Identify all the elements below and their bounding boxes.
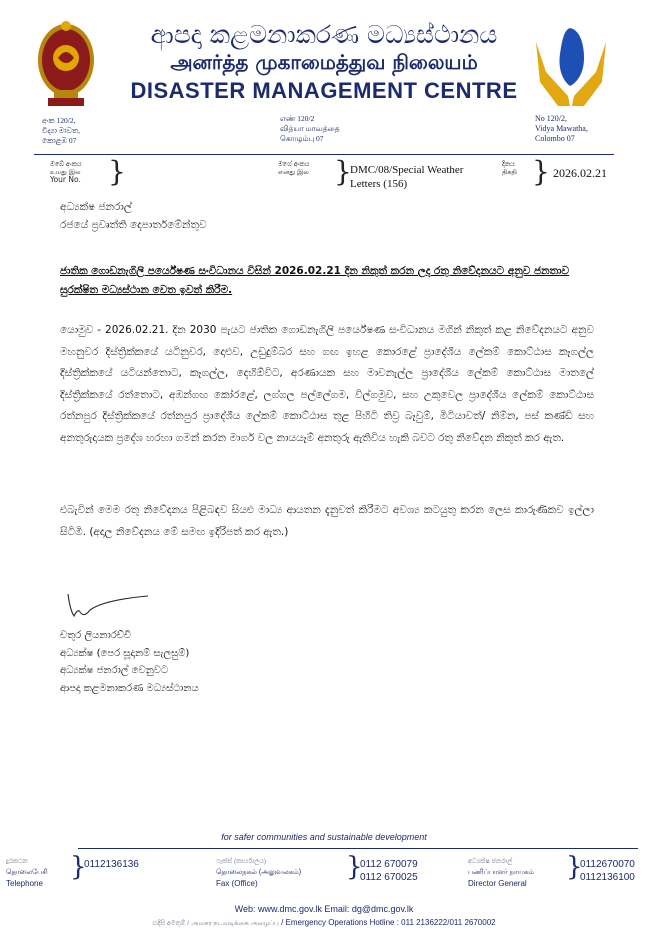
date-label — [502, 160, 517, 176]
my-no-label — [278, 160, 309, 176]
dmc-hands-logo — [530, 22, 612, 108]
address-line: අංක 120/2, — [42, 116, 76, 125]
address-line: Colombo 07 — [535, 134, 575, 143]
hotline-ta: அவசர நடவடிக்கை அழைப்பு — [191, 920, 279, 927]
label-line: தொலைநகல் (அலுவலகம்) — [216, 869, 302, 876]
signer-title: අධ්‍යක්ෂ ජනරාල් වෙනුවට — [60, 665, 169, 676]
label-line: Telephone — [6, 879, 43, 888]
label-line: பணிப்பாளர் நாயகம் — [468, 869, 534, 876]
label-line: Fax (Office) — [216, 879, 258, 888]
paragraph-2: එබැවින් මෙම රතු නිවේදනය පිළිබඳව සියළු මාධ්‍ය ආයතන දැනුවත් කිරීමට අවශ්‍ය කටයුතු කරන ලෙස කාරුණිකව ඉල්ලා සිටිමි. (අදාල නිවේදනය මේ සමඟ ඉදිරිපත් කර ඇත.) — [60, 504, 594, 538]
fax-values — [360, 858, 418, 884]
label-line: මගේ අංකය — [278, 160, 310, 168]
fax-label — [216, 856, 301, 889]
title-english: DISASTER MANAGEMENT CENTRE — [130, 78, 518, 103]
dg-number: 0112136100 — [580, 872, 635, 883]
signer-block — [60, 627, 199, 697]
telephone-label — [6, 856, 48, 889]
label-line: Your No. — [50, 175, 81, 184]
date-brace: } — [532, 155, 550, 188]
fax-brace: } — [346, 852, 363, 882]
label-line: தொலைபேசி — [6, 869, 48, 876]
hotline-si: හදිසි අමතුම් / — [152, 920, 190, 927]
address-line: කොළඹ 07 — [42, 136, 77, 145]
paragraph-1: යොමුව - 2026.02.21. දින 2030 පැයට ජාතික ගොඩනැගිලි පර්යේෂණ සංවිධානය මගින් නිකුත් කළ නිවේදනයට අනුව මහනුවර දිස්ත්‍රික්කයේ යටිනුවර, දොළුව, උඩුදුම්බර සහ ගඟ ඉහළ කොරළේ ප්‍රාදේශීය ලේකම් කොට්ඨාස කෑගල්ල දිස්ත්‍රික්කයේ යටියන්තොට, කෑගල්ල, දෙහිඕවිට, අරණායක සහ මාවනැල්ල ප්‍රාදේශීය ලේකම් කොට්ඨාස මාතලේ දිස්ත්‍රික්කයේ රත්තොට, අඹන්ගඟ කෝරළේ, ලග්ගල පල්ලේගම, විල්ගමුව, සහ උකුවෙල ප්‍රාදේශීය ලේකම් කොට්ඨාස රත්නපුර දිස්ත්‍රික්කයේ රත්නපුර ප්‍රාදේශීය ලේකම් කොට්ඨාස තුළ පිහිටි තිව්‍ර බෑවුම්, මිටියාවත්/ නිම්න, පස් කණ්ඩි සහ අනතුරුදායක ප්‍රදේශ හරහා ගමන් කරන මාර්ග වල නායයෑම් අනතුරු ඇතිවිය හැකි බවට රතු නිවේදන නිකුත් කර ඇත. — [60, 324, 594, 444]
label-line: உமது இல — [50, 168, 81, 176]
label-line: ෆැක්ස් (කාර්යාලය) — [216, 858, 267, 865]
letter-subject: ජාතික ගොඩනැගිලි පර්යේෂණ සංවිධානය විසින් 2026.02.21 දින නිකුත් කරන ලද රතු නිවේදනයට අනුව ජනතාව සුරක්ෂිත මධ්‍යස්ථාන වෙත ඉවත් කිරීම. — [60, 265, 570, 296]
label-line: දුරකථන — [6, 858, 28, 865]
address-english — [535, 114, 588, 144]
address-line: No 120/2, — [535, 114, 567, 123]
footer-tagline: for safer communities and sustainable development — [221, 832, 427, 842]
signer-organization: ආපදා කළමනාකරණ මධ්‍යස්ථානය — [60, 682, 199, 694]
your-no-label — [50, 160, 82, 184]
web-email-line: Web: www.dmc.gov.lk Email: dg@dmc.gov.lk — [234, 904, 414, 914]
sri-lanka-emblem — [34, 18, 98, 110]
recipient-line: අධ්‍යක්ෂ ජනරාල් — [60, 201, 132, 213]
address-sinhala — [42, 116, 80, 146]
emergency-hotline — [0, 918, 648, 928]
title-tamil: அனர்த்த முகாமைத்துவ நிலையம் — [170, 50, 478, 74]
your-no-brace: } — [108, 155, 126, 188]
telephone-value: 0112136136 — [84, 859, 139, 870]
my-no-value — [350, 163, 463, 191]
address-line: Vidya Mawatha, — [535, 124, 588, 133]
address-tamil — [280, 114, 340, 144]
recipient-block — [60, 198, 207, 234]
footer-divider — [78, 848, 638, 849]
label-line: අධ්‍යක්ෂ ජනරාල් — [468, 858, 513, 865]
director-general-brace: } — [566, 852, 583, 882]
label-line: திகதி — [502, 168, 517, 176]
signer-title: අධ්‍යක්ෂ (පෙර සූදානම් සැලසුම්) — [60, 647, 190, 659]
my-no-brace: } — [334, 155, 352, 188]
value-line: DMC/08/Special Weather — [350, 164, 464, 176]
director-general-values — [580, 858, 635, 884]
label-line: දිනය — [502, 160, 515, 168]
fax-number: 0112 670025 — [360, 872, 418, 883]
telephone-brace: } — [70, 852, 87, 882]
date-value: 2026.02.21 — [553, 166, 607, 180]
dg-number: 0112670070 — [580, 859, 635, 870]
address-line: வித்யா மாவத்தை — [280, 124, 340, 133]
fax-number: 0112 670079 — [360, 859, 418, 870]
signer-name: චතුර ලියනාරච්චි — [60, 630, 132, 641]
director-general-label — [468, 856, 534, 889]
address-line: විද්‍යා මාවත, — [42, 126, 81, 135]
handwritten-signature — [62, 588, 162, 626]
recipient-line: රජයේ ප්‍රවෘත්ති දෙපාර්තමේන්තුව — [60, 219, 207, 231]
value-line: Letters (156) — [350, 178, 408, 190]
label-line: ඔබේ අංකය — [50, 160, 82, 168]
label-line: Director General — [468, 879, 527, 888]
address-line: எண் 120/2 — [280, 114, 315, 123]
label-line: எனது இல — [278, 168, 309, 176]
hotline-en: / Emergency Operations Hotline : 011 2136222/011 2670002 — [281, 918, 496, 927]
title-sinhala: ආපදා කළමනාකරණ මධ්‍යස්ථානය — [150, 20, 498, 49]
address-line: கொழும்பு 07 — [280, 134, 324, 143]
